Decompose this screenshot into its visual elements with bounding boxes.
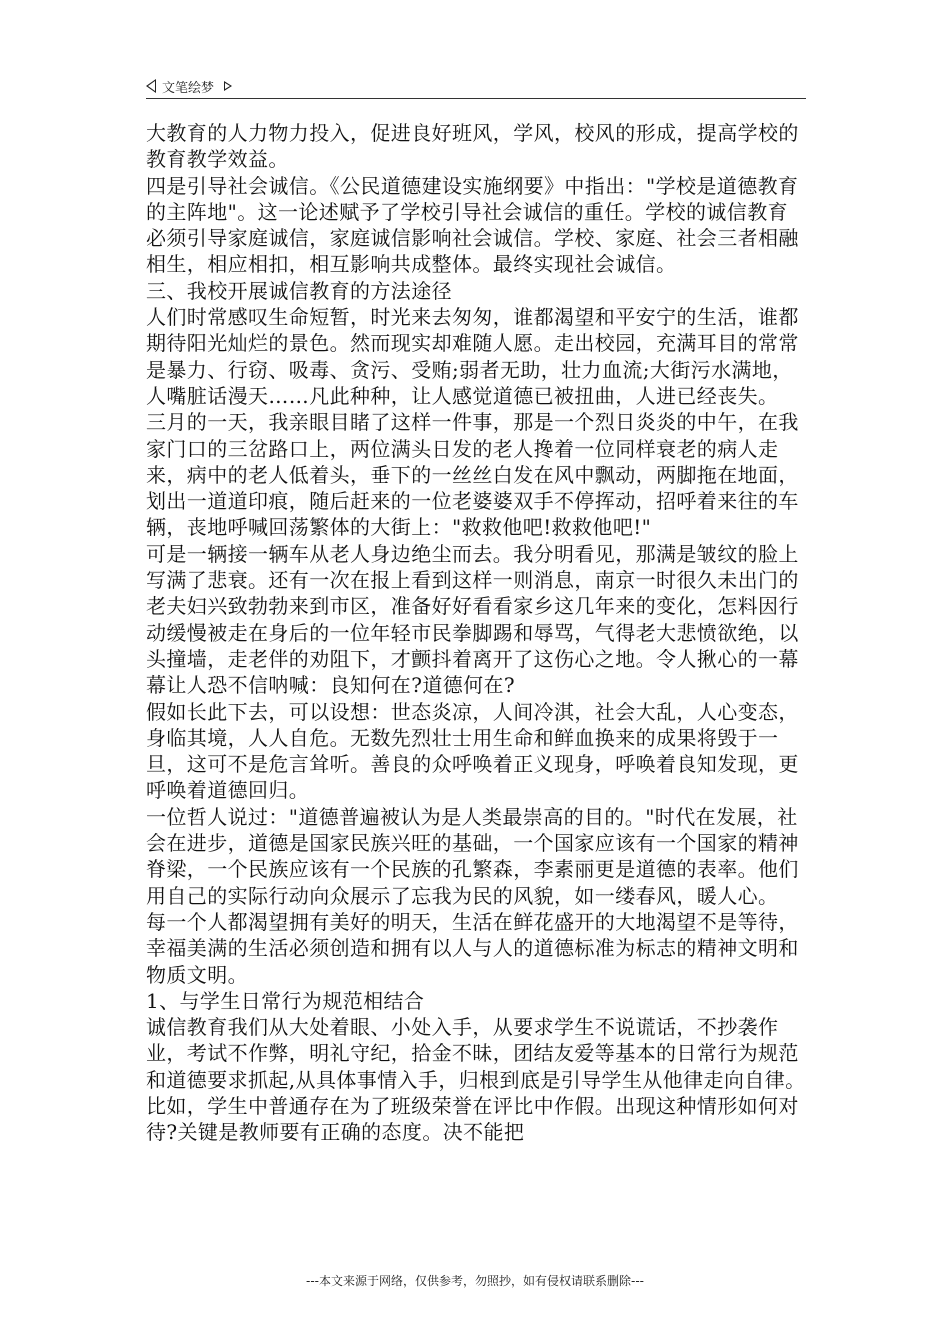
paragraph: 四是引导社会诚信。《公民道德建设实施纲要》中指出："学校是道德教育的主阵地"。这一论述赋予了学校引导社会诚信的重任。学校的诚信教育必须引导家庭诚信，家庭诚信影响社会诚信。学校、家庭、社会三者相融相生，相应相扣，相互影响共成整体。最终实现社会诚信。 (146, 173, 799, 277)
paragraph: 三月的一天，我亲眼目睹了这样一件事，那是一个烈日炎炎的中午，在我家门口的三岔路口上，两位满头日发的老人搀着一位同样衰老的病人走来，病中的老人低着头，垂下的一丝丝白发在风中飘动，两脚拖在地面，划出一道道印痕，随后赶来的一位老婆婆双手不停挥动，招呼着来往的车辆，丧地呼喊回荡繁体的大街上："救救他吧!救救他吧!" (146, 410, 799, 540)
paragraph: 大教育的人力物力投入，促进良好班风，学风，校风的形成，提高学校的教育教学效益。 (146, 121, 799, 172)
paragraph: 可是一辆接一辆车从老人身边绝尘而去。我分明看见，那满是皱纹的脸上写满了悲衰。还有一次在报上看到这样一则消息，南京一时很久未出门的老夫妇兴致勃勃来到市区，准备好好看看家乡这几年来的变化，怎料因行动缓慢被走在身后的一位年轻市民拳脚踢和辱骂，气得老大悲愤欲绝，以头撞墙，走老伴的劝阻下，才颤抖着离开了这伤心之地。令人揪心的一幕幕让人恐不信呐喊：良知何在?道德何在? (146, 541, 799, 698)
paragraph: 一位哲人说过："道德普遍被认为是人类最崇高的目的。"时代在发展，社会在进步，道德是国家民族兴旺的基础，一个国家应该有一个国家的精神脊梁，一个民族应该有一个民族的孔繁森，李素丽更是道德的表率。他们用自己的实际行动向众展示了忘我为民的风貌，如一缕春风，暖人心。 (146, 804, 799, 908)
subsection-heading: 1、与学生日常行为规范相结合 (146, 988, 425, 1013)
document-body (146, 120, 806, 1146)
triangle-left-icon (146, 79, 156, 93)
paragraph: 诚信教育我们从大处着眼、小处入手，从要求学生不说谎话，不抄袭作业，考试不作弊，明礼守纪，拾金不昧，团结友爱等基本的日常行为规范和道德要求抓起,从具体事情入手，归根到底是引导学生从他律走向自律。比如，学生中普通存在为了班级荣誉在评比中作假。出现这种情形如何对待?关键是教师要有正确的态度。决不能把 (146, 1015, 806, 1145)
header-title: 文笔绘梦 (162, 80, 215, 96)
page-header (146, 76, 806, 96)
page-footer: ---本文来源于网络，仅供参考，勿照抄，如有侵权请联系删除--- (306, 1274, 644, 1288)
paragraph: 每一个人都渴望拥有美好的明天，生活在鲜花盛开的大地渴望不是等待，幸福美满的生活必须创造和拥有以人与人的道德标准为标志的精神文明和物质文明。 (146, 909, 799, 987)
paragraph: 假如长此下去，可以设想：世态炎凉，人间冷淇，社会大乱，人心变态，身临其境，人人自危。无数先烈壮士用生命和鲜血换来的成果将毁于一旦，这可不是危言耸听。善良的众呼唤着正义现身，呼唤着良知发现，更呼唤着道德回归。 (146, 699, 799, 803)
triangle-right-icon (224, 81, 232, 91)
header-divider (146, 98, 806, 99)
section-heading: 三、我校开展诚信教育的方法途径 (146, 278, 452, 303)
paragraph: 人们时常感叹生命短暂，时光来去匆匆，谁都渴望和平安宁的生活，谁都期待阳光灿烂的景色。然而现实却难随人愿。走出校园，充满耳目的常常是暴力、行窃、吸毒、贪污、受贿;弱者无助，壮力血流;大街污水满地，人嘴脏话漫天……凡此种种，让人感觉道德已被扭曲，人进已经丧失。 (146, 305, 799, 408)
